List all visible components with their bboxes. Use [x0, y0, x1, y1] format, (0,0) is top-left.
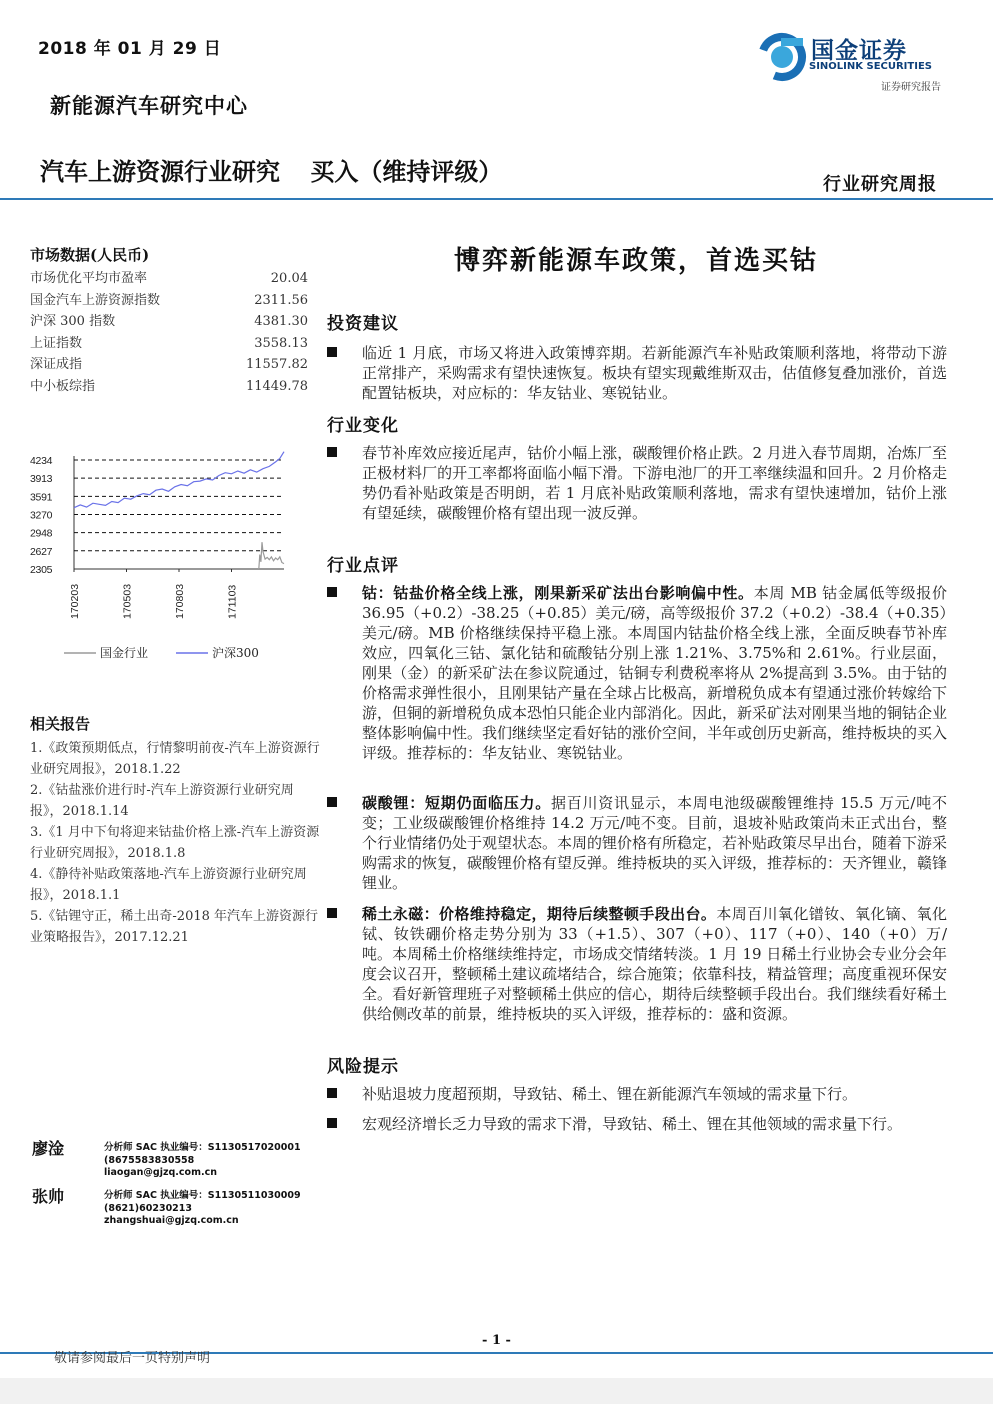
analyst-block — [32, 1136, 64, 1159]
related-report-item[interactable]: 3.《1 月中下旬将迎来钴盐价格上涨-汽车上游资源行业研究周报》，2018.1.8 — [30, 825, 320, 861]
market-row: 国金汽车上游资源指数 2311.56 — [30, 292, 308, 308]
related-report-item[interactable]: 1.《政策预期低点，行情黎明前夜-汽车上游资源行业研究周报》，2018.1.22 — [30, 741, 320, 777]
y-tick-label: 3591 — [30, 491, 53, 504]
y-tick-label: 3270 — [30, 509, 53, 522]
y-tick-label: 2627 — [30, 545, 53, 558]
report-date: 2018 年 01 月 29 日 — [38, 39, 222, 59]
x-tick-label: 170803 — [174, 583, 186, 619]
logo-mark-icon — [757, 32, 807, 82]
series-line — [259, 542, 284, 569]
analyst-email[interactable]: liaogan@gjzq.com.cn — [104, 1167, 217, 1178]
research-center: 新能源汽车研究中心 — [50, 93, 248, 118]
related-report-item[interactable]: 4.《静待补贴政策落地-汽车上游资源行业研究周报》，2018.1.1 — [30, 867, 307, 903]
legend-label: 沪深300 — [212, 646, 259, 660]
y-tick-label: 3913 — [30, 473, 53, 486]
risk-paragraph-2: 宏观经济增长乏力导致的需求下滑，导致钴、稀土、锂在其他领域的需求量下行。 — [327, 1114, 947, 1134]
rating-label: 买入（维持评级） — [310, 158, 503, 186]
company-logo — [757, 30, 947, 100]
bullet-icon — [327, 908, 337, 918]
related-reports-list — [30, 738, 320, 948]
analyst-block — [32, 1184, 64, 1207]
analyst-name: 廖淦 — [32, 1139, 65, 1158]
page-number: - 1 - — [482, 1333, 511, 1348]
report-tag: 证券研究报告 — [881, 82, 941, 93]
index-chart — [28, 445, 290, 680]
bullet-icon — [327, 347, 337, 357]
related-reports-title: 相关报告 — [30, 715, 91, 733]
market-row: 上证指数 3558.13 — [30, 335, 308, 351]
logo-en-text: SINOLINK SECURITIES — [809, 61, 932, 72]
market-data-title: 市场数据(人民币) — [30, 246, 150, 264]
risk-paragraph-1: 补贴退坡力度超预期，导致钴、稀土、锂在新能源汽车领域的需求量下行。 — [327, 1084, 947, 1104]
related-report-item[interactable]: 5.《钴锂守正，稀土出奇-2018 年汽车上游资源行业策略报告》，2017.12.21 — [30, 909, 319, 945]
section-risk: 风险提示 — [327, 1057, 399, 1077]
report-type: 行业研究周报 — [823, 174, 937, 195]
legend-label: 国金行业 — [100, 646, 149, 660]
report-main-title: 博弈新能源车政策，首选买钴 — [453, 246, 818, 276]
bullet-icon — [327, 1088, 337, 1098]
header-divider — [0, 198, 993, 200]
footer-note: 敬请参阅最后一页特别声明 — [54, 1351, 211, 1366]
logo-cn-text: 国金证券 — [811, 38, 907, 64]
analyst-name: 张帅 — [32, 1187, 65, 1206]
x-tick-label: 170203 — [69, 583, 81, 619]
market-row: 中小板综指 11449.78 — [30, 378, 308, 394]
bullet-icon — [327, 447, 337, 457]
change-paragraph: 春节补库效应接近尾声，钴价小幅上涨，碳酸锂价格止跌。2 月进入春节周期，冶炼厂至正极材料厂的开工率都将面临小幅下滑。下游电池厂的开工率继续温和回升。2 月价格走势仍看补贴政策是否明朗，若 1 月底补贴政策顺利落地，需求有望快速增加，钴价上涨有望延续，碳酸锂价格有望出现一波反弹。 — [327, 443, 947, 523]
y-tick-label: 2305 — [30, 564, 53, 576]
report-heading — [40, 152, 502, 187]
market-row: 市场优化平均市盈率 20.04 — [30, 271, 308, 286]
bullet-icon — [327, 587, 337, 597]
section-change: 行业变化 — [327, 416, 399, 436]
market-row: 沪深 300 指数 4381.30 — [30, 314, 308, 329]
lithium-paragraph: 碳酸锂：短期仍面临压力。据百川资讯显示，本周电池级碳酸锂维持 15.5 万元/吨不变；工业级碳酸锂价格维持 14.2 万元/吨不变。目前，退坡补贴政策尚未正式出台，整个行业情绪仍处于观望状态。本周的锂价格有所稳定，若补贴政策尽早出台，随着下游采购需求的恢复，碳酸锂价格有望反弹。维持板块的买入评级，推荐标的：天齐锂业，赣锋锂业。 — [327, 793, 947, 893]
bullet-icon — [327, 1118, 337, 1128]
analyst-email[interactable]: zhangshuai@gjzq.com.cn — [104, 1215, 239, 1226]
section-comment: 行业点评 — [327, 556, 399, 576]
y-tick-label: 4234 — [30, 455, 53, 467]
analyst-info: 分析师 SAC 执业编号：S1130511030009 (8621)60230213 zhangshuai@gjzq.com.cn — [104, 1190, 301, 1226]
section-invest: 投资建议 — [327, 314, 399, 334]
y-tick-label: 2948 — [30, 527, 53, 540]
analyst-info: 分析师 SAC 执业编号：S1130517020001 (8675583830558 liaogan@gjzq.com.cn — [104, 1142, 301, 1178]
x-tick-label: 170503 — [121, 583, 134, 619]
cobalt-paragraph: 钴：钴盐价格全线上涨，刚果新采矿法出台影响偏中性。本周 MB 钴金属低等级报价 36.95（+0.2）-38.25（+0.85）美元/磅，高等级报价 37.2（+0.2）-38.4（+0.35）美元/磅。MB 价格继续保持平稳上涨。本周国内钴盐价格全线上涨，全面反映春节补库效应，四氧化三钴、氯化钴和硫酸钴分别上涨 1.21%、3.75%和 2.61%。行业层面，刚果（金）的新采矿法在参议院通过，钴铜专利费税率将从 2%提高到 3.5%。由于钴的价格需求弹性很小，且刚果钴产量在全球占比极高，新增税负成本有望通过涨价转嫁给下游，但铜的新增税负成本恐怕只能企业内部消化。因此，新采矿法对刚果当地的铜钴企业整体影响偏中性。我们继续坚定看好钴的涨价空间，半年或创历史新高，维持板块的买入评级。推荐标的：华友钴业、寒锐钴业。 — [327, 583, 947, 763]
invest-paragraph: 临近 1 月底，市场又将进入政策博弈期。若新能源汽车补贴政策顺利落地，将带动下游正常排产，采购需求有望快速恢复。板块有望实现戴维斯双击，估值修复叠加涨价，首选配置钴板块，对应标的：华友钴业、寒锐钴业。 — [327, 343, 947, 403]
market-data-table — [30, 268, 308, 397]
market-row: 深证成指 11557.82 — [30, 357, 308, 372]
footer-band — [0, 1378, 993, 1404]
bullet-icon — [327, 797, 337, 807]
related-report-item[interactable]: 2.《钴盐涨价进行时-汽车上游资源行业研究周报》，2018.1.14 — [30, 783, 294, 819]
rare-earth-paragraph: 稀土永磁：价格维持稳定，期待后续整顿手段出台。本周百川氧化镨钕、氧化镝、氧化铽、钕铁硼价格走势分别为 33（+1.5）、307（+0）、117（+0）、140（+0）万/吨。本周稀土价格继续维持定，市场成交情绪转淡。1 月 19 日稀土行业协会专业分会年度会议召开，整顿稀土建议疏堵结合，综合施策；依靠科技，精益管理；高度重视环保安全。看好新管理班子对整顿稀土供应的信心，期待后续整顿手段出台。我们继续看好稀土供给侧改革的前景，维持板块的买入评级，推荐标的：盛和资源。 — [327, 904, 947, 1024]
x-tick-label: 171103 — [226, 584, 239, 619]
industry-title: 汽车上游资源行业研究 — [40, 158, 280, 186]
index-chart-svg — [28, 445, 290, 680]
